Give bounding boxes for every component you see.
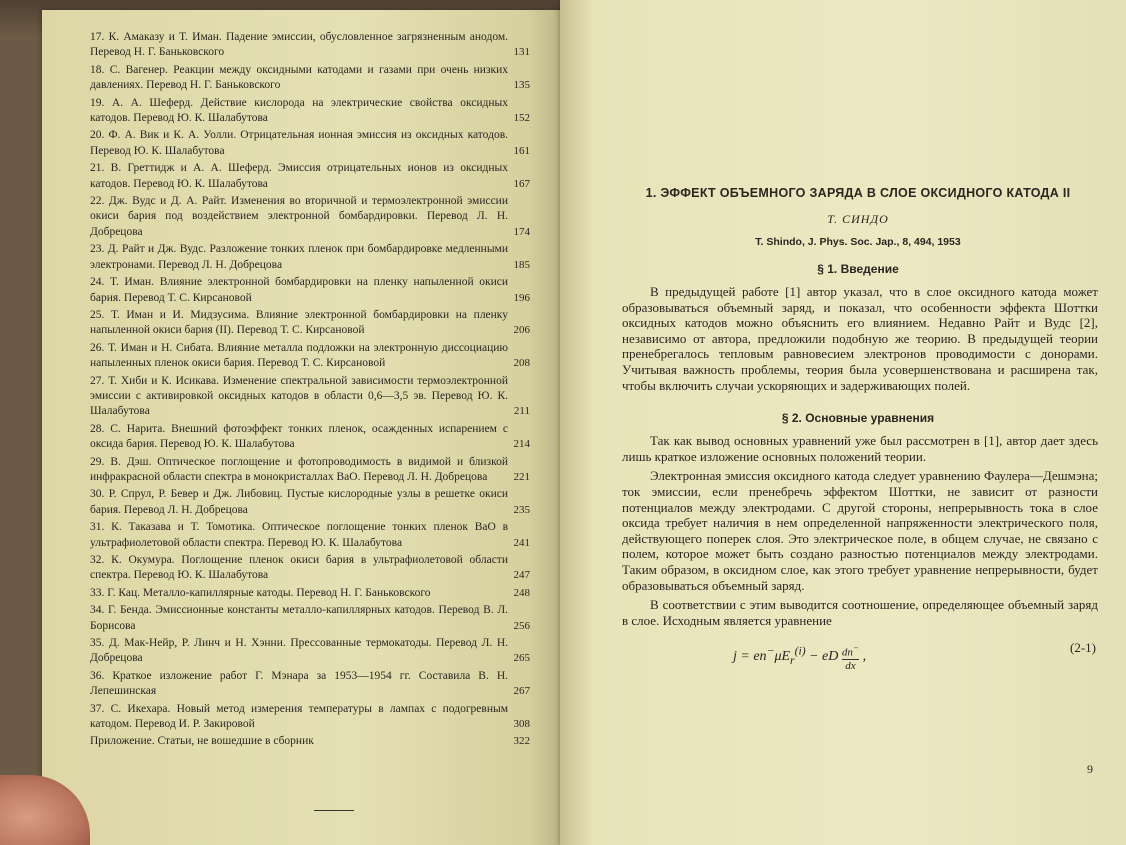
toc-entry-page: 256 [513, 619, 530, 632]
toc-entry-page: 267 [513, 685, 530, 698]
end-rule [314, 810, 354, 811]
article-title: 1. ЭФФЕКТ ОБЪЕМНОГО ЗАРЯДА В СЛОЕ ОКСИДНОГО КАТОДА II [645, 186, 1071, 200]
toc-entry [90, 194, 530, 240]
toc-entry-text: 21. В. Греттидж и А. А. Шеферд. Эмиссия отрицательных ионов из оксидных катодов. Перевод Ю. К. Шалабутова [90, 162, 508, 190]
article-author: Т. СИНДО [827, 212, 889, 226]
toc-entry [90, 603, 530, 634]
toc-entry-page: 241 [513, 536, 530, 549]
toc-entry-text: 19. А. А. Шеферд. Действие кислорода на электрические свойства оксидных катодов. Перевод Ю. К. Шалабутова [90, 96, 508, 125]
equation-formula: $j = en^-\mu E_r^{(i)}$ − eD dn− dx , [733, 643, 867, 672]
toc-entry [90, 242, 530, 273]
toc-entry [90, 341, 530, 372]
toc-entry-page: 248 [513, 586, 530, 599]
section-heading-1: § 1. Введение [817, 262, 899, 276]
toc-entry-text: 32. К. Окумура. Поглощение пленок окиси бария в ультрафиолетовой области спектра. Перевод Ю. К. Шалабутова [90, 554, 508, 582]
toc-entry-page: 247 [513, 569, 530, 582]
article-reference: T. Shindo, J. Phys. Soc. Jap., 8, 494, 1953 [755, 236, 961, 248]
toc-entry-text: 34. Г. Бенда. Эмиссионные константы металло-капиллярных катодов. Перевод В. Л. Борисова [90, 604, 508, 632]
toc-entry-page: 308 [513, 718, 530, 731]
toc-entry [90, 96, 530, 127]
toc-entry-text: 27. Т. Хиби и К. Исикава. Изменение спектральной зависимости термоэлектронной эмиссии с активировкой оксидных катодов в области 0,6—3,5 эв. Перевод Ю. К. Шалабутова [90, 374, 508, 418]
toc-entry [90, 455, 530, 486]
toc-entry-text: 29. В. Дэш. Оптическое поглощение и фотопроводимость в видимой и близкой инфракрасной области спектра в монокристаллах ВаО. Перевод Л. Н. Добрецова [90, 455, 508, 483]
toc-entry-text: 25. Т. Иман и И. Мидзусима. Влияние электронной бомбардировки на пленку напыленной окиси бария (II). Перевод Т. С. Кирсановой [90, 308, 508, 337]
paragraph-4: В соответствии с этим выводится соотношение, определяющее объемный заряд в слое. Исходным является уравнение [622, 597, 1098, 628]
toc-entry-page: 161 [513, 144, 530, 157]
toc-entry-page: 174 [513, 225, 530, 238]
toc-entry [90, 520, 530, 551]
toc-entry-text: 18. С. Вагенер. Реакции между оксидными катодами и газами при очень низких давлениях. Перевод Н. Г. Баньковского [90, 63, 508, 92]
toc-entry-text: 24. Т. Иман. Влияние электронной бомбардировки на пленку напыленной окиси бария. Перевод Т. С. Кирсановой [90, 276, 508, 304]
toc-entry [90, 553, 530, 584]
toc-entry-page: 221 [513, 470, 530, 483]
toc-entry [90, 161, 530, 192]
paragraph-2: Так как вывод основных уравнений уже был рассмотрен в [1], автор дает здесь лишь краткое изложение основных положений теории. [622, 433, 1098, 464]
toc-entry-text: 26. Т. Иман и Н. Сибата. Влияние металла подложки на электронную диссоциацию напыленных пленок окиси бария. Перевод Т. С. Кирсановой [90, 341, 508, 370]
toc-entry-page: 135 [513, 79, 530, 92]
toc-entry-text: Приложение. Статьи, не вошедшие в сборник [90, 735, 314, 748]
toc-entry-text: 30. Р. Спрул, Р. Бевер и Дж. Либовиц. Пустые кислородные узлы в решетке окиси бария. Перевод Л. Н. Добрецова [90, 488, 508, 516]
toc-entry [90, 636, 530, 667]
page-number: 9 [1087, 762, 1093, 776]
toc-entry-page: 235 [513, 503, 530, 516]
toc-entry-text: 35. Д. Мак-Нейр, Р. Линч и Н. Хэнни. Прессованные термокатоды. Перевод Л. Н. Добрецова [90, 637, 508, 665]
toc-entry-text: 17. К. Амаказу и Т. Иман. Падение эмиссии, обусловленное загрязненным анодом. Перевод Н. Г. Баньковского [90, 31, 508, 59]
toc-entry-text: 37. С. Икехара. Новый метод измерения температуры в лампах с подогревным катодом. Перевод И. Р. Закировой [90, 702, 508, 731]
paragraph-1: В предыдущей работе [1] автор указал, что в слое оксидного катода может образовываться объемный заряд, и показал, что особенности эффекта Шоттки оксидных катодов можно объяснить его влиянием. Недавно Райт и Вудс [2], независимо от автора, предложили подобную же теорию. В предыдущей теории пренебрегалось тепловым равновесием электронов проводимости с донорами. Учитывая важность проблемы, теория была усовершенствована и расширена так, чтобы включить случаи ускоряющих и задерживающих полей. [622, 284, 1098, 393]
toc-entry [90, 586, 530, 601]
toc-entry-text: 31. К. Таказава и Т. Томотика. Оптическое поглощение тонких пленок ВаО в ультрафиолетовой области спектра. Перевод Ю. К. Шалабутова [90, 521, 508, 549]
toc-entry-text: 36. Краткое изложение работ Г. Мэнара за 1953—1954 гг. Составила В. Н. Лепешинская [90, 669, 508, 698]
toc-entry-page: 214 [513, 438, 530, 451]
toc-entry [90, 422, 530, 453]
toc-entry-page: 208 [513, 357, 530, 370]
toc-entry [90, 734, 530, 749]
paragraph-3: Электронная эмиссия оксидного катода следует уравнению Фаулера—Дешмэна; ток эмиссии, если пренебречь эффектом Шоттки, не зависит от разности потенциалов между электродами. С другой стороны, непрерывность тока в слое оксида требует наличия в нем определенной напряженности электрического поля, действующего поперек слоя. Это электрическое поле, в общем случае, не связано с полем, которое может быть создано разностью потенциалов между электродами. Таким образом, в оксидном слое, как этого требует уравнение непрерывности, будет образовываться объемный заряд. [622, 468, 1098, 593]
toc-entry [90, 702, 530, 733]
toc-entry [90, 30, 530, 61]
toc-entry [90, 308, 530, 339]
toc-entry-text: 22. Дж. Вудс и Д. А. Райт. Изменения во вторичной и термоэлектронной эмиссии окиси бария под воздействием электронной бомбардировки. Перевод Л. Н. Добрецова [90, 195, 508, 238]
toc-entry [90, 275, 530, 306]
table-of-contents [90, 30, 530, 752]
section-heading-2: § 2. Основные уравнения [781, 411, 935, 426]
toc-entry-page: 152 [513, 112, 530, 125]
toc-entry [90, 487, 530, 518]
toc-entry [90, 63, 530, 94]
toc-entry-page: 167 [513, 177, 530, 190]
toc-entry-page: 265 [513, 652, 530, 665]
toc-entry [90, 128, 530, 159]
equation [618, 636, 1098, 676]
toc-entry-text: 20. Ф. А. Вик и К. А. Уолли. Отрицательная ионная эмиссия из оксидных катодов. Перевод Ю. К. Шалабутова [90, 129, 508, 157]
toc-entry-page: 211 [513, 405, 530, 418]
equation-number: (2-1) [1070, 640, 1096, 656]
toc-entry-page: 185 [513, 258, 530, 271]
toc-entry-page: 131 [513, 46, 530, 59]
toc-entry-page: 322 [513, 735, 530, 748]
toc-entry [90, 669, 530, 700]
toc-entry-page: 206 [513, 324, 530, 337]
toc-entry-text: 33. Г. Кац. Металло-капиллярные катоды. Перевод Н. Г. Баньковского [90, 586, 431, 599]
toc-entry [90, 374, 530, 420]
toc-entry-page: 196 [513, 291, 530, 304]
article [618, 185, 1098, 676]
toc-entry-text: 23. Д. Райт и Дж. Вудс. Разложение тонких пленок при бомбардировке медленными электронами. Перевод Л. Н. Добрецова [90, 243, 508, 271]
toc-entry-text: 28. С. Нарита. Внешний фотоэффект тонких пленок, осажденных испарением с оксида бария. Перевод Ю. К. Шалабутова [90, 422, 508, 451]
